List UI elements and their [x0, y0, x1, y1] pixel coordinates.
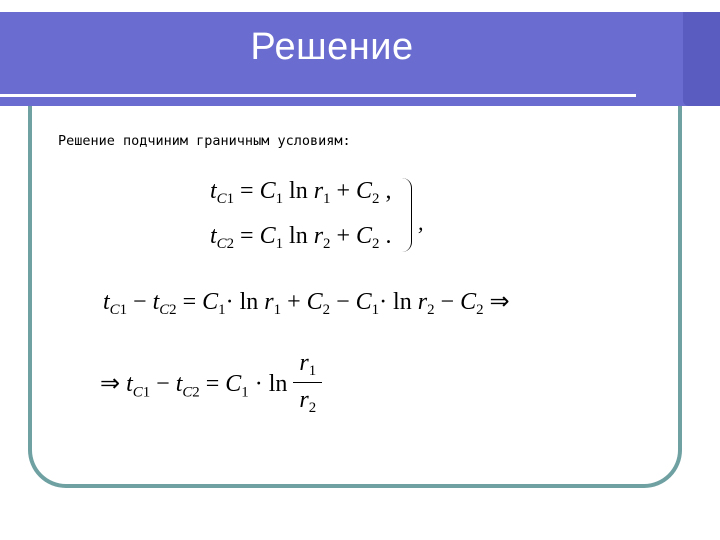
boundary-equation-1: $t_{C1} = C_1$ $\ln r_1 + C_2$ , — [210, 178, 392, 208]
system-comma: , — [418, 210, 424, 235]
ratio-fraction: $\frac{r_1}{r_2}$ — [293, 350, 322, 417]
slide-frame — [28, 60, 682, 488]
boundary-equation-2: $t_{C2} = C_1$ $\ln r_2 + C_2$ . — [210, 223, 392, 253]
result-equation: ⇒ $t_{C1} - t_{C2} = C_1 \cdot \ln$ $\frac{r_1}{r_2}$ — [100, 352, 322, 419]
difference-equation: $t_{C1} - t_{C2} = C_1\cdot \ln r_1 + C_2 - C_1\cdot \ln r_2 - C_2$ ⇒ — [103, 289, 510, 319]
intro-text: Решение подчиним граничным условиям: — [58, 133, 351, 149]
title-band-corner — [683, 12, 720, 106]
system-brace — [398, 178, 412, 252]
title-underline — [0, 94, 636, 97]
slide-title: Решение — [250, 26, 414, 68]
